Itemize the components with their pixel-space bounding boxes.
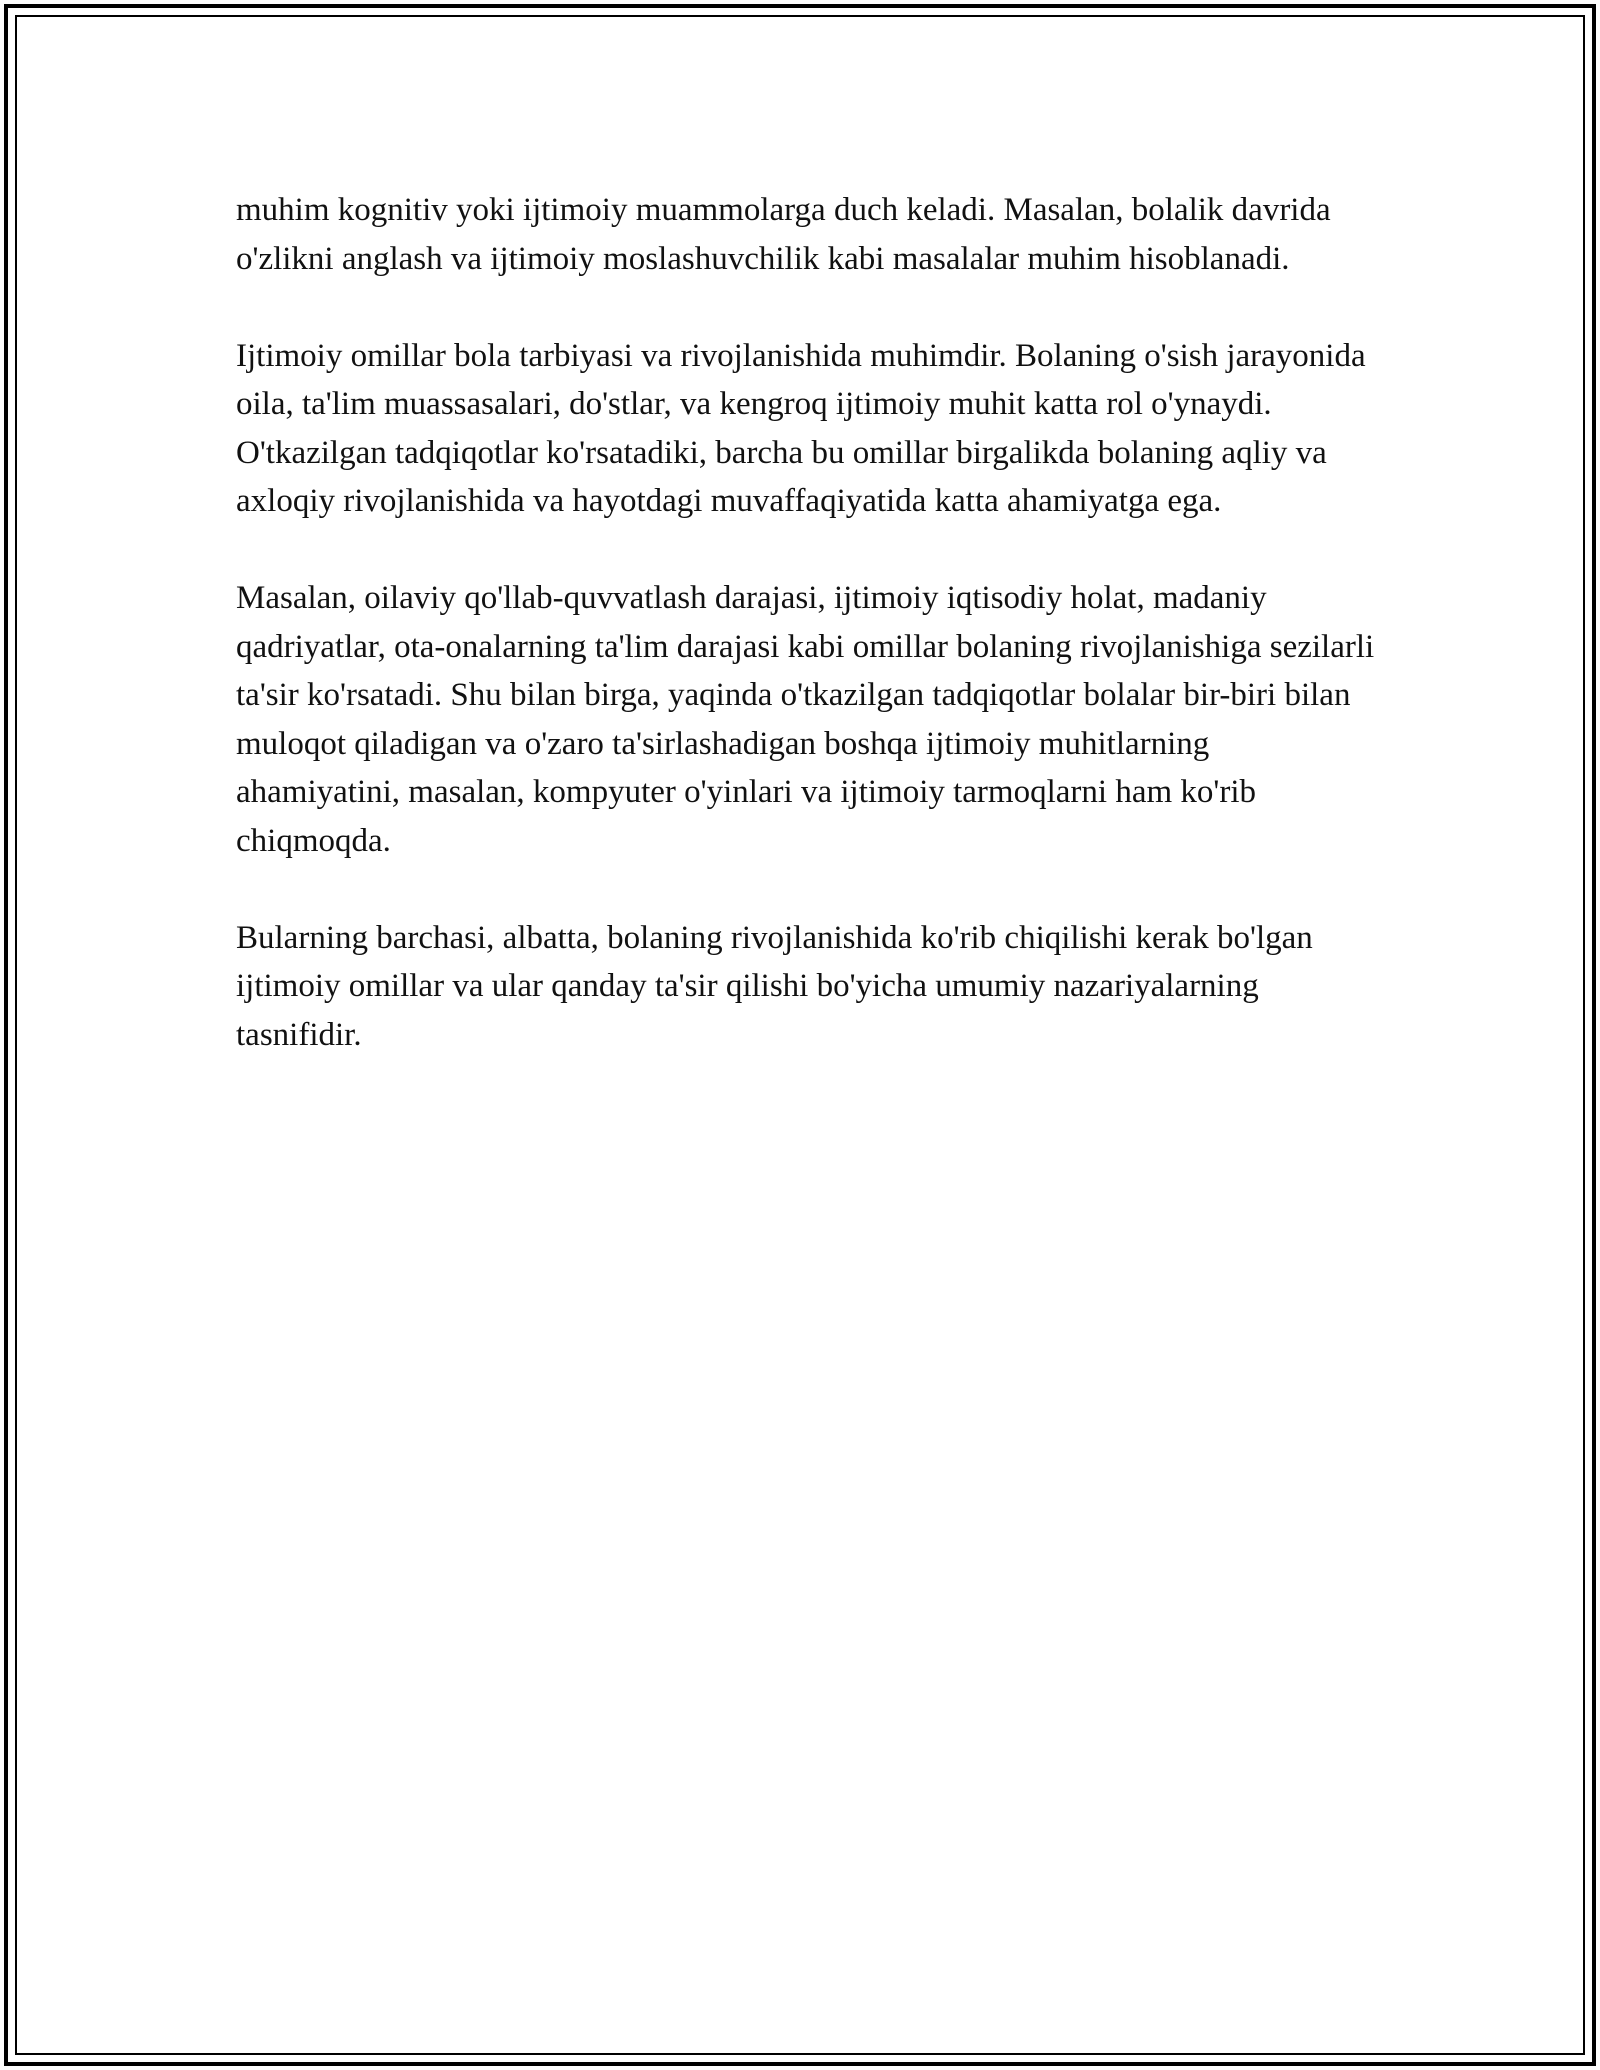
document-body xyxy=(236,186,1376,1108)
paragraph-3: Masalan, oilaviy qo'llab-quvvatlash darajasi, ijtimoiy iqtisodiy holat, madaniy qadriyatlar, ota-onalarning ta'lim darajasi kabi omillar bolaning rivojlanishiga sezilarli ta'sir ko'rsatadi. Shu bilan birga, yaqinda o'tkazilgan tadqiqotlar bolalar bir-biri bilan muloqot qiladigan va o'zaro ta'sirlashadigan boshqa ijtimoiy muhitlarning ahamiyatini, masalan, kompyuter o'yinlari va ijtimoiy tarmoqlarni ham ko'rib chiqmoqda. xyxy=(236,580,1375,859)
paragraph-4: Bularning barchasi, albatta, bolaning rivojlanishida ko'rib chiqilishi kerak bo'lgan ijtimoiy omillar va ular qanday ta'sir qilishi bo'yicha umumiy nazariyalarning tasnifidir. xyxy=(236,919,1313,1053)
paragraph-2: Ijtimoiy omillar bola tarbiyasi va rivojlanishida muhimdir. Bolaning o'sish jarayonida oila, ta'lim muassasalari, do'stlar, va kengroq ijtimoiy muhit katta rol o'ynaydi. O'tkazilgan tadqiqotlar ko'rsatadiki, barcha bu omillar birgalikda bolaning aqliy va axloqiy rivojlanishida va hayotdagi muvaffaqiyatida katta ahamiyatga ega. xyxy=(236,337,1366,519)
paragraph-1: muhim kognitiv yoki ijtimoiy muammolarga duch keladi. Masalan, bolalik davrida o'zlikni anglash va ijtimoiy moslashuvchilik kabi masalalar muhim hisoblanadi. xyxy=(236,192,1331,277)
